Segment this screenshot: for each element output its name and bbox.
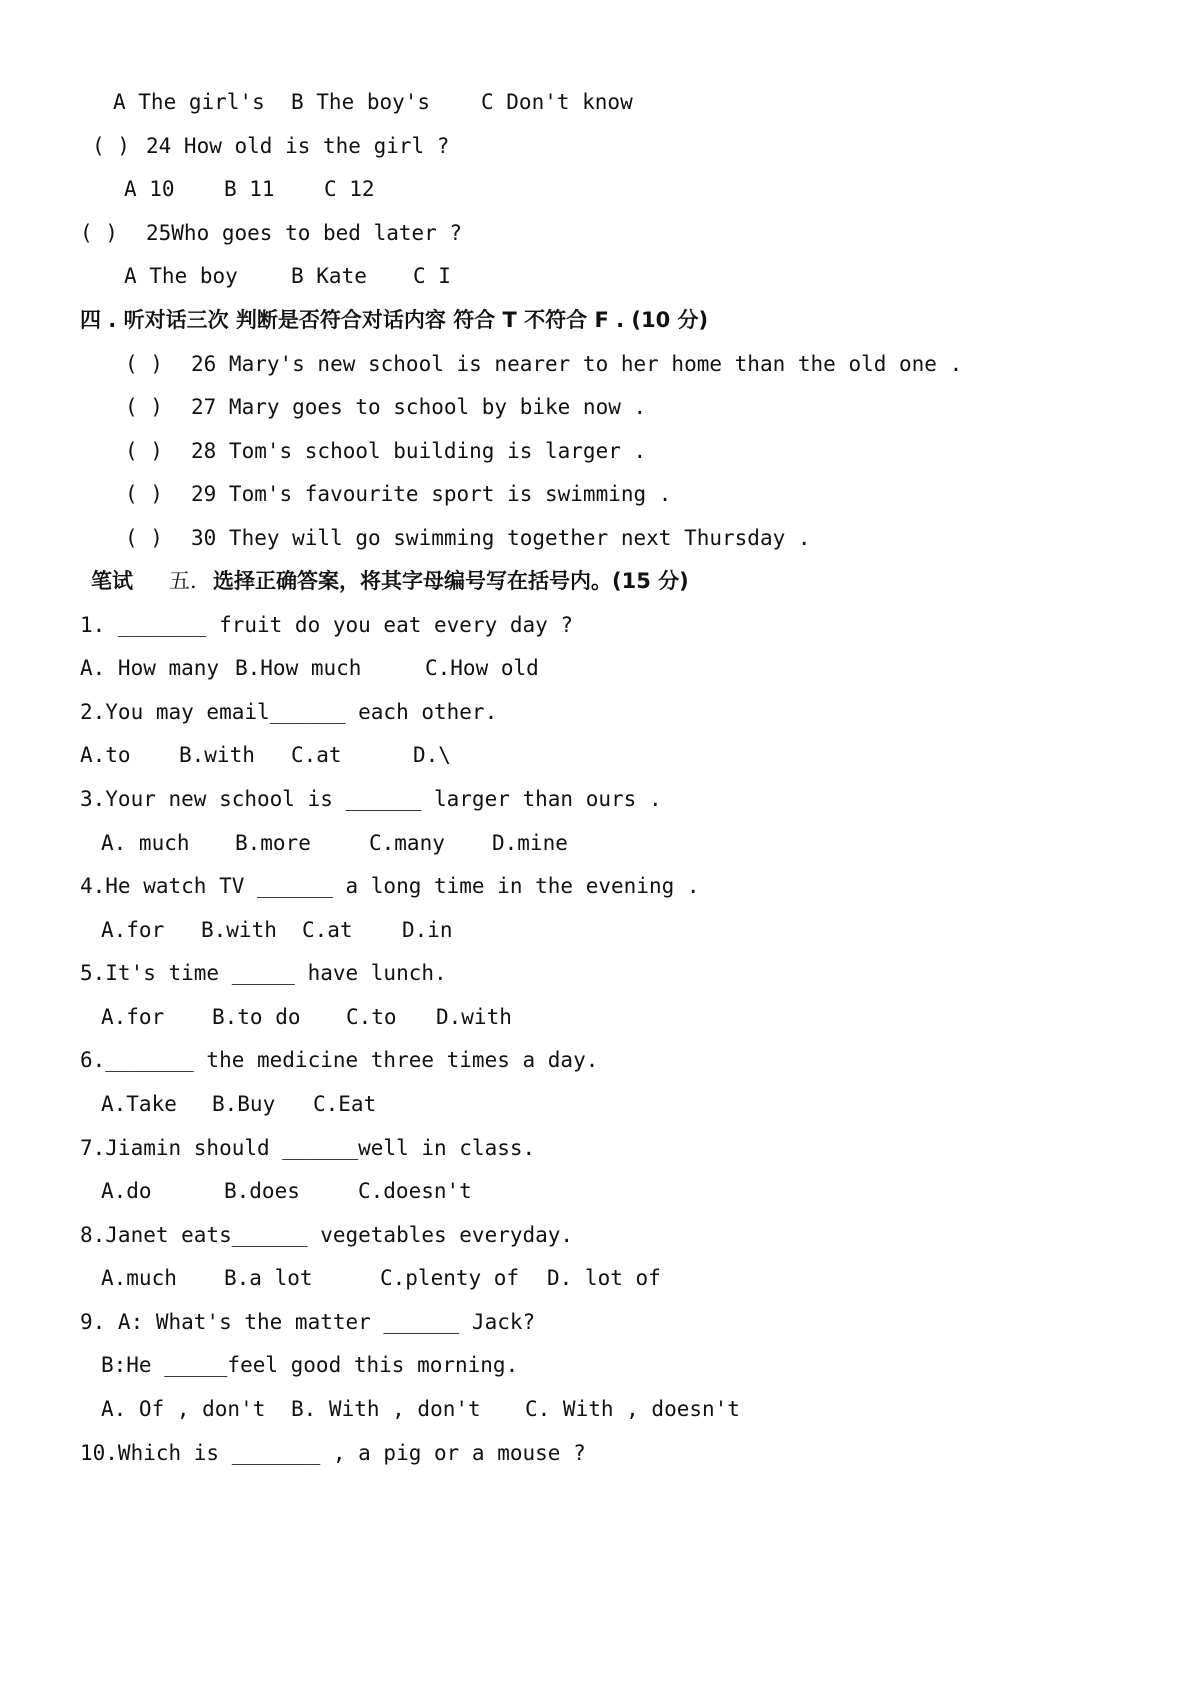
option-b: B. With , don't: [291, 1397, 481, 1421]
option-b: B.Buy: [212, 1092, 276, 1116]
question-stem: 9. A: What's the matter ______ Jack?: [80, 1310, 536, 1334]
option-a: A.for: [101, 918, 165, 942]
option-d: D.mine: [492, 831, 568, 855]
option-b: B.with: [179, 743, 255, 767]
q24-option-b: B 11: [224, 177, 275, 201]
option-b: B.does: [224, 1179, 300, 1203]
option-c: C.at: [291, 743, 342, 767]
section4-item-paren: ( ): [125, 482, 163, 506]
option-c: C.many: [369, 831, 445, 855]
option-a: A.much: [101, 1266, 177, 1290]
q24-paren: ( ): [92, 134, 130, 158]
option-b: B.How much: [235, 656, 362, 680]
option-a: A.Take: [101, 1092, 177, 1116]
question-stem: 3.Your new school is ______ larger than ours .: [80, 787, 662, 811]
section4-item-paren: ( ): [125, 395, 163, 419]
question-stem: 6._______ the medicine three times a day.: [80, 1048, 599, 1072]
q23-option-a: A The girl's: [113, 90, 265, 114]
option-c: C.to: [346, 1005, 397, 1029]
option-b: B.a lot: [224, 1266, 313, 1290]
option-c: C.doesn't: [358, 1179, 472, 1203]
section4-item-text: 28 Tom's school building is larger .: [191, 439, 647, 463]
question-stem-line2: B:He _____feel good this morning.: [101, 1353, 519, 1377]
q24-option-c: C 12: [324, 177, 375, 201]
section4-item-text: 27 Mary goes to school by bike now .: [191, 395, 647, 419]
q25-option-a: A The boy: [124, 264, 238, 288]
option-c: C.How old: [425, 656, 539, 680]
q25-option-c: C I: [413, 264, 451, 288]
question-stem: 4.He watch TV ______ a long time in the evening .: [80, 874, 700, 898]
option-c: C.Eat: [313, 1092, 377, 1116]
option-a: A.do: [101, 1179, 152, 1203]
q24-option-a: A 10: [124, 177, 175, 201]
question-stem: 10.Which is _______ , a pig or a mouse ?: [80, 1441, 586, 1465]
option-c: C.at: [302, 918, 353, 942]
option-b: B.to do: [212, 1005, 301, 1029]
option-b: B.with: [201, 918, 277, 942]
option-c: C.plenty of: [380, 1266, 520, 1290]
option-d: D.\: [413, 743, 451, 767]
question-stem: 8.Janet eats______ vegetables everyday.: [80, 1223, 574, 1247]
option-b: B.more: [235, 831, 311, 855]
section5-heading-number: 五.: [169, 569, 197, 593]
question-stem: 5.It's time _____ have lunch.: [80, 961, 447, 985]
section4-item-paren: ( ): [125, 439, 163, 463]
section4-item-text: 30 They will go swimming together next Thursday .: [191, 526, 811, 550]
q25-paren: ( ): [80, 221, 118, 245]
option-c: C. With , doesn't: [525, 1397, 740, 1421]
section5-heading: 选择正确答案，将其字母编号写在括号内。(15 分): [213, 569, 689, 593]
question-stem: 1. _______ fruit do you eat every day ?: [80, 613, 574, 637]
section4-heading: 四 . 听对话三次 判断是否符合对话内容 符合 T 不符合 F . (10 分): [80, 308, 709, 332]
question-stem: 2.You may email______ each other.: [80, 700, 498, 724]
option-a: A. much: [101, 831, 190, 855]
option-a: A. Of , don't: [101, 1397, 266, 1421]
option-a: A. How many: [80, 656, 220, 680]
q24-stem: 24 How old is the girl ?: [146, 134, 450, 158]
q25-option-b: B Kate: [291, 264, 367, 288]
section4-item-text: 26 Mary's new school is nearer to her home than the old one .: [191, 352, 963, 376]
option-d: D. lot of: [547, 1266, 661, 1290]
q23-option-b: B The boy's: [291, 90, 431, 114]
section5-label: 笔试: [91, 569, 133, 593]
section4-item-text: 29 Tom's favourite sport is swimming .: [191, 482, 672, 506]
option-a: A.for: [101, 1005, 165, 1029]
option-a: A.to: [80, 743, 131, 767]
q25-stem: 25Who goes to bed later ?: [146, 221, 463, 245]
q23-option-c: C Don't know: [481, 90, 633, 114]
section4-item-paren: ( ): [125, 352, 163, 376]
option-d: D.in: [402, 918, 453, 942]
option-d: D.with: [436, 1005, 512, 1029]
question-stem: 7.Jiamin should ______well in class.: [80, 1136, 536, 1160]
section4-item-paren: ( ): [125, 526, 163, 550]
